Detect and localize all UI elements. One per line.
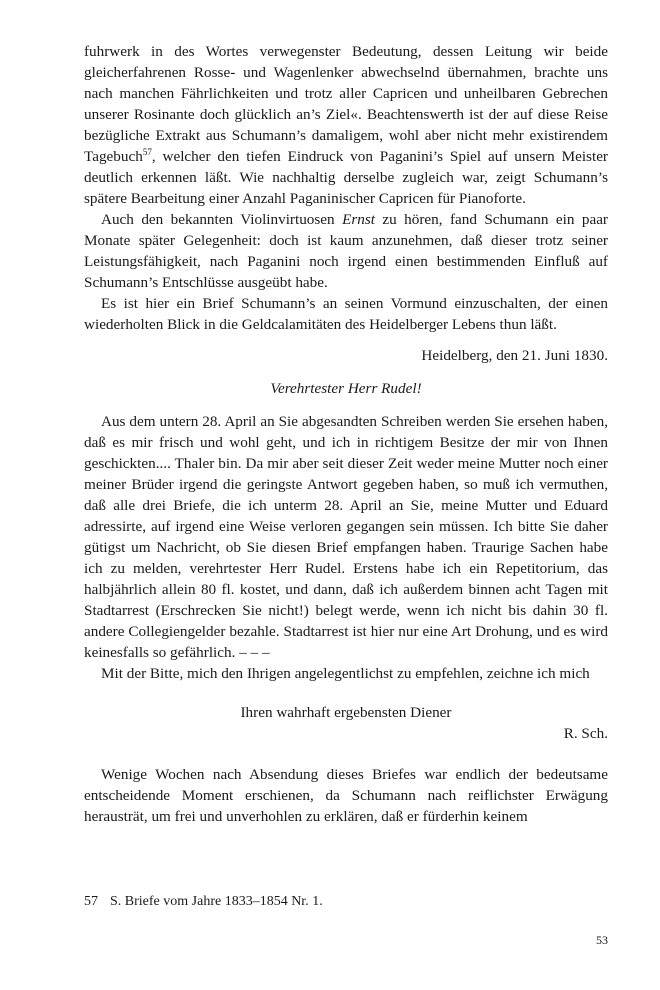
paragraph-ernst [84, 209, 608, 293]
letter-closing-paragraph: Mit der Bitte, mich den Ihrigen angelegentlichst zu empfehlen, zeichne ich mich [101, 665, 590, 682]
paragraph-letter-intro: Es ist hier ein Brief Schumann’s an seinen Vormund einzuschalten, der einen wiederholten Blick in die Geldcalamitäten des Heidelberger Lebens thun läßt. [84, 295, 608, 333]
paragraph-travel-diary [84, 41, 608, 209]
letter-valediction: Ihren wahrhaft ergebensten Diener [240, 704, 452, 721]
paragraph-1-part-1: fuhrwerk in des Wortes verwegenster Bedeutung, dessen Leitung wir beide gleicherfahrenen Rosse- und Wagenlenker abwechselnd übernahmen, brachte uns nach manchen Fährlichkeiten und trotz aller Capricen und unheilbaren Gebrechen unserer Rosinante doch glücklich an’s Ziel«. Beachtenswerth ist der auf diese Reise bezügliche Extrakt aus Schumann’s damaligem, wohl aber nicht mehr existirendem Tagebuch [84, 43, 608, 165]
footnote-number: 57 [84, 894, 98, 909]
book-page-text [84, 41, 608, 827]
paragraph-1-part-2: , welcher den tiefen Eindruck von Paganini’s Spiel auf unsern Meister deutlich erkennen läßt. Wie nachhaltig derselbe zugleich war, zeigt Schumann’s spätere Bearbeitung einer Anzahl Paganinischer Capricen für Pianoforte. [84, 148, 608, 207]
letter-signature: R. Sch. [563, 725, 608, 742]
name-ernst: Ernst [342, 211, 375, 228]
footnote-reference-57[interactable]: 57 [142, 146, 152, 157]
letter-place-date: Heidelberg, den 21. Juni 1830. [421, 347, 608, 364]
paragraph-2-part-2: zu hören, fand Schumann ein paar Monate später Gelegenheit: doch ist kaum anzunehmen, daß dieser trotz seiner Leistungsfähigkeit, nach Paganini noch irgend einen bestimmenden Einfluß auf Schumann’s Entschlüsse ausgeübt habe. [84, 211, 608, 291]
paragraph-decisive-moment: Wenige Wochen nach Absendung dieses Briefes war endlich der bedeutsame entscheidende Moment erschienen, da Schumann nach reiflichster Erwägung herausträt, um frei und unverhohlen zu erklären, daß er fürderhin keinem [84, 766, 608, 825]
paragraph-2-part-1: Auch den bekannten Violinvirtuosen [101, 211, 343, 228]
page-number: 53 [596, 933, 608, 947]
footnote [84, 893, 608, 911]
letter-body: Aus dem untern 28. April an Sie abgesandten Schreiben werden Sie ersehen haben, daß es mir frisch und wohl geht, und ich in richtigem Besitze der mir von Ihnen geschickten.... Thaler bin. Da mir aber seit dieser Zeit weder meine Mutter noch einer meiner Brüder irgend die geringste Antwort gegeben haben, so muß ich vermuthen, daß alle drei Briefe, die ich unterm 28. April an Sie, meine Mutter und Eduard adressirte, auf irgend eine Weise verloren gegangen sein müssen. Ich bitte Sie daher gütigst um Nachricht, ob Sie diesen Brief empfangen haben. Traurige Sachen habe ich zu melden, verehrtester Herr Rudel. Erstens habe ich ein Repetitorium, das halbjährlich allein 80 fl. kostet, und dann, daß ich außerdem binnen acht Tagen mit Stadtarrest (Erschrecken Sie nicht!) belegt werde, wenn ich nicht bis dahin 30 fl. andere Collegiengelder bezahle. Stadtarrest ist hier nur eine Art Drohung, und es wird keinesfalls so gefährlich. – – – [84, 413, 608, 661]
letter-salutation: Verehrtester Herr Rudel! [270, 380, 422, 397]
footnote-text: S. Briefe vom Jahre 1833–1854 Nr. 1. [110, 894, 323, 909]
